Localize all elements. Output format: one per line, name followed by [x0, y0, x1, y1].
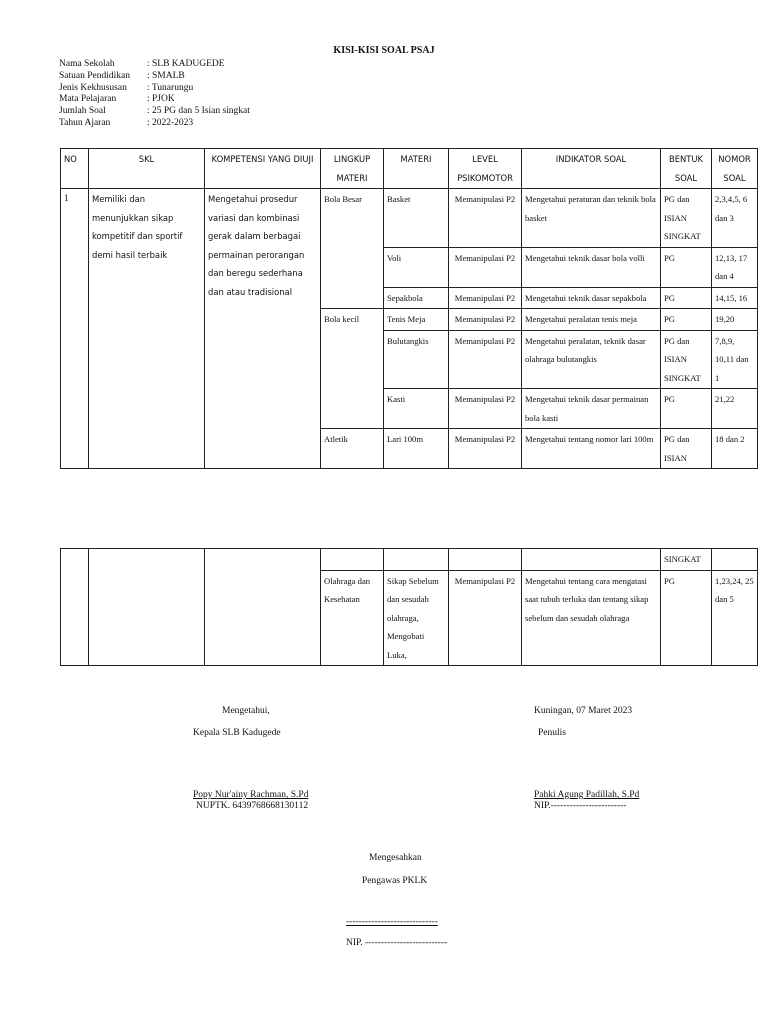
cell-level: Memanipulasi P2 [449, 570, 522, 666]
left-id: NUPTK. 6439768668130112 [196, 801, 309, 811]
document-title: KISI-KISI SOAL PSAJ [333, 45, 435, 56]
info-label: Tahun Ajaran [59, 117, 111, 128]
cell-indikator: Mengetahui teknik dasar sepakbola [522, 287, 661, 309]
cell-materi [384, 549, 449, 571]
info-value: : 25 PG dan 5 Isian singkat [147, 106, 250, 117]
cell-level: Memanipulasi P2 [449, 287, 522, 309]
center-id: NIP. -------------------------- [346, 938, 448, 948]
cell-indikator: Mengetahui peralatan tenis meja [522, 309, 661, 331]
info-row [59, 59, 250, 71]
header-kompetensi: KOMPETENSI YANG DIUJI [205, 149, 321, 189]
cell-indikator: Mengetahui tentang cara mengatasi saat tubuh terluka dan tentang sikap sebelum dan sesudah olahraga [522, 570, 661, 666]
kisi-kisi-table-continued [60, 548, 758, 666]
left-role: Kepala SLB Kadugede [193, 728, 281, 738]
cell-bentuk: PG [661, 570, 712, 666]
cell-nomor: 1,23,24, 25 dan 5 [712, 570, 758, 666]
info-label: Nama Sekolah [59, 59, 115, 69]
table-header-row [61, 149, 758, 189]
header-lingkup: LINGKUP MATERI [321, 149, 384, 189]
info-value: : Tunarungu [147, 82, 194, 93]
right-role: Penulis [538, 728, 566, 738]
left-name: Popy Nur'ainy Rachman, S.Pd [193, 790, 309, 800]
cell-indikator: Mengetahui teknik dasar bola volli [522, 247, 661, 287]
center-heading: Mengesahkan [369, 853, 422, 863]
info-label: Jenis Kekhususan [59, 82, 127, 93]
cell-nomor: 2,3,4,5, 6 dan 3 [712, 189, 758, 248]
cell-nomor [712, 549, 758, 571]
cell-level: Memanipulasi P2 [449, 189, 522, 248]
info-row [59, 83, 250, 95]
cell-skl: Memiliki dan menunjukkan sikap kompetitif dan sportif demi hasil terbaik [89, 189, 205, 469]
cell-level: Memanipulasi P2 [449, 389, 522, 429]
header-nomor: NOMOR SOAL [712, 149, 758, 189]
info-row [59, 94, 250, 106]
cell-level: Memanipulasi P2 [449, 429, 522, 469]
cell-bentuk: SINGKAT [661, 549, 712, 571]
info-label: Jumlah Soal [59, 106, 106, 117]
cell-materi: Voli [384, 247, 449, 287]
cell-indikator: Mengetahui tentang nomor lari 100m [522, 429, 661, 469]
cell-skl [89, 549, 205, 666]
cell-no: 1 [61, 189, 89, 469]
header-materi: MATERI [384, 149, 449, 189]
cell-level: Memanipulasi P2 [449, 309, 522, 331]
cell-indikator: Mengetahui peraturan dan teknik bola basket [522, 189, 661, 248]
cell-materi: Tenis Meja [384, 309, 449, 331]
right-id: NIP.------------------------ [534, 801, 627, 811]
cell-materi: Kasti [384, 389, 449, 429]
cell-nomor: 12,13, 17 dan 4 [712, 247, 758, 287]
info-label: Satuan Pendidikan [59, 70, 130, 81]
cell-materi: Lari 100m [384, 429, 449, 469]
cell-lingkup [321, 549, 384, 571]
cell-level: Memanipulasi P2 [449, 247, 522, 287]
info-value: : 2022-2023 [147, 117, 194, 128]
table-row [61, 189, 758, 248]
info-label: Mata Pelajaran [59, 94, 117, 105]
header-level: LEVEL PSIKOMOTOR [449, 149, 522, 189]
cell-indikator: Mengetahui peralatan, teknik dasar olahraga bulutangkis [522, 330, 661, 389]
header-no: NO [61, 149, 89, 189]
cell-nomor: 14,15, 16 [712, 287, 758, 309]
center-role: Pengawas PKLK [362, 876, 428, 886]
cell-bentuk: PG dan ISIAN SINGKAT [661, 189, 712, 248]
info-row [59, 118, 250, 130]
left-heading: Mengetahui, [222, 706, 270, 716]
header-skl: SKL [89, 149, 205, 189]
center-signature-line: ----------------------------- [346, 917, 438, 927]
cell-level: Memanipulasi P2 [449, 330, 522, 389]
cell-lingkup: Bola Besar [321, 189, 384, 309]
cell-bentuk: PG [661, 389, 712, 429]
cell-bentuk: PG [661, 287, 712, 309]
cell-bentuk: PG [661, 309, 712, 331]
cell-materi: Sepakbola [384, 287, 449, 309]
header-bentuk: BENTUK SOAL [661, 149, 712, 189]
cell-nomor: 21,22 [712, 389, 758, 429]
cell-level [449, 549, 522, 571]
cell-nomor: 19,20 [712, 309, 758, 331]
info-row [59, 106, 250, 118]
info-row [59, 71, 250, 83]
document-info [59, 59, 250, 130]
cell-bentuk: PG dan ISIAN [661, 429, 712, 469]
cell-no [61, 549, 89, 666]
kisi-kisi-table [60, 148, 758, 469]
cell-lingkup: Atletik [321, 429, 384, 469]
cell-nomor: 18 dan 2 [712, 429, 758, 469]
right-place-date: Kuningan, 07 Maret 2023 [534, 706, 633, 716]
cell-indikator: Mengetahui teknik dasar permainan bola kasti [522, 389, 661, 429]
table-row [61, 549, 758, 571]
cell-kompetensi: Mengetahui prosedur variasi dan kombinasi gerak dalam berbagai permainan perorangan dan beregu sederhana dan atau tradisional [205, 189, 321, 469]
cell-nomor: 7,8,9, 10,11 dan 1 [712, 330, 758, 389]
cell-kompetensi [205, 549, 321, 666]
info-value: : PJOK [147, 94, 175, 105]
cell-bentuk: PG [661, 247, 712, 287]
cell-materi: Sikap Sebelum dan sesudah olahraga, Mengobati Luka, [384, 570, 449, 666]
cell-bentuk: PG dan ISIAN SINGKAT [661, 330, 712, 389]
info-value: : SLB KADUGEDE [147, 59, 225, 69]
info-value: : SMALB [147, 70, 185, 81]
cell-lingkup: Olahraga dan Kesehatan [321, 570, 384, 666]
cell-materi: Basket [384, 189, 449, 248]
cell-materi: Bulutangkis [384, 330, 449, 389]
header-indikator: INDIKATOR SOAL [522, 149, 661, 189]
right-name: Pahki Agung Padillah, S.Pd [534, 790, 640, 800]
cell-indikator [522, 549, 661, 571]
cell-lingkup: Bola kecil [321, 309, 384, 429]
